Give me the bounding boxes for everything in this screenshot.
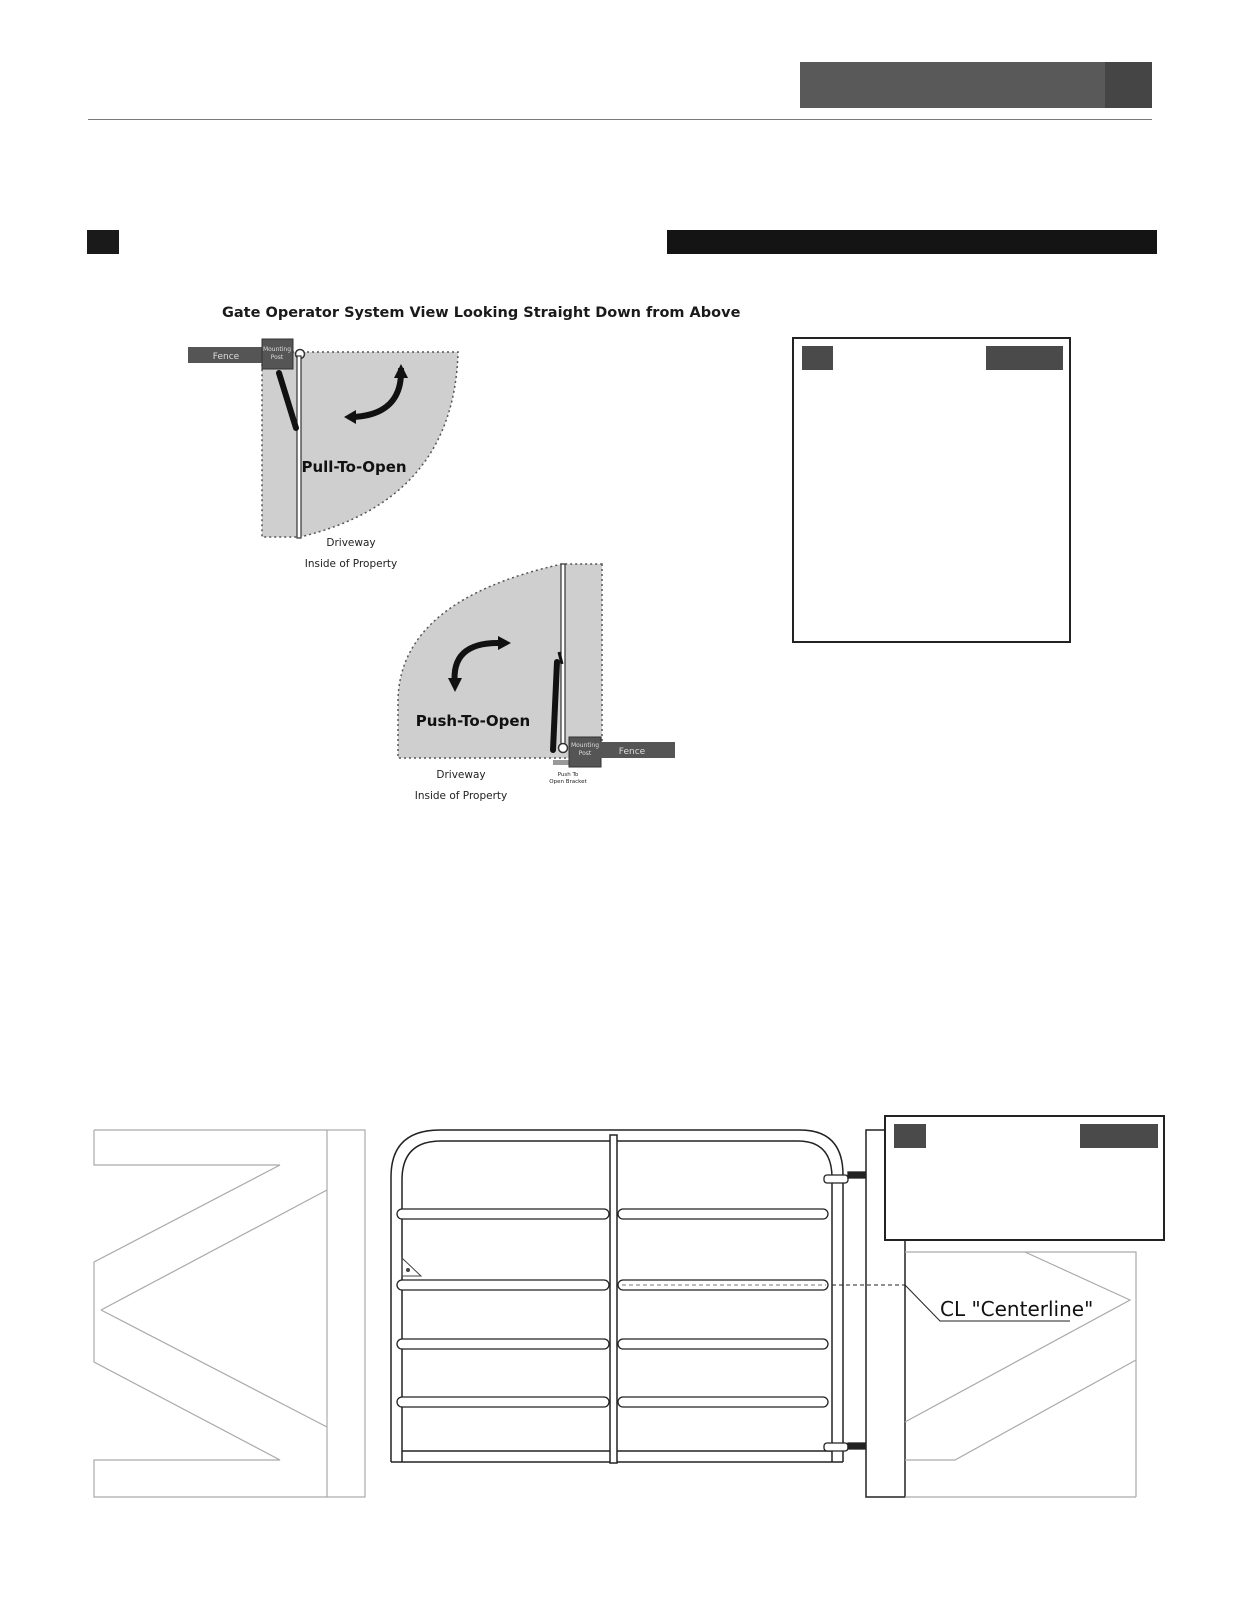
- pull-inside-label: Inside of Property: [304, 558, 398, 570]
- push-bracket-label-1: Push To: [557, 772, 579, 778]
- pull-fence-label: Fence: [212, 352, 240, 362]
- info-panel-lower-tag-left: [894, 1124, 926, 1148]
- gate-frame: [391, 1130, 843, 1463]
- pull-label: Pull-To-Open: [301, 458, 407, 476]
- pull-post-label-1: Mounting: [262, 346, 292, 353]
- gate-hinges: [824, 1172, 866, 1451]
- gate-center-brace: [610, 1135, 617, 1463]
- push-fence-label: Fence: [618, 747, 646, 757]
- push-label: Push-To-Open: [415, 712, 531, 730]
- pull-post-label-2: Post: [270, 354, 284, 361]
- right-fence: [905, 1252, 1136, 1497]
- pull-driveway-label: Driveway: [326, 537, 376, 549]
- centerline-label: CL "Centerline": [940, 1297, 1094, 1321]
- left-fence: [94, 1130, 365, 1497]
- info-panel-lower: [884, 1115, 1165, 1241]
- latch-detail: [402, 1258, 421, 1276]
- push-post-label-2: Post: [578, 750, 592, 757]
- push-bracket-label-2: Open Bracket: [549, 779, 587, 785]
- info-panel-lower-tag-right: [1080, 1124, 1158, 1148]
- push-inside-label: Inside of Property: [414, 790, 508, 802]
- diagram-title: Gate Operator System View Looking Straight Down from Above: [222, 305, 741, 321]
- push-driveway-label: Driveway: [436, 769, 486, 781]
- push-post-label-1: Mounting: [570, 742, 600, 749]
- left-post: [327, 1130, 365, 1497]
